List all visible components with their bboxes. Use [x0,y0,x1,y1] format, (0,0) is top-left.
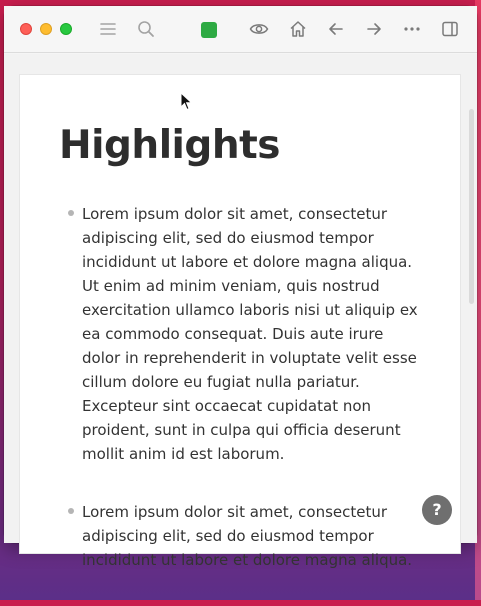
arrow-right-icon[interactable] [364,19,384,39]
app-window [4,6,477,569]
highlights-list [82,202,422,606]
home-icon[interactable] [288,19,308,39]
document-page [19,74,461,569]
vertical-scrollbar[interactable] [469,109,474,304]
eye-icon[interactable] [249,19,269,39]
close-window-button[interactable] [20,23,32,35]
more-icon[interactable] [402,19,422,39]
search-icon[interactable] [136,19,156,39]
minimize-window-button[interactable] [40,23,52,35]
toolbar [4,6,477,53]
list-item-text: Lorem ipsum dolor sit amet, consectetur adipiscing elit, sed do eiusmod tempor incididunt ut labore et dolore magna aliqua. [82,503,413,569]
mouse-cursor-icon [180,92,194,112]
help-button[interactable]: ? [422,495,452,525]
arrow-left-icon[interactable] [326,19,346,39]
sidebar-toggle-icon[interactable] [440,19,460,39]
sidebar-list-icon[interactable] [98,19,118,39]
list-item-text: Lorem ipsum dolor sit amet, consectetur adipiscing elit, sed do eiusmod tempor incididunt ut labore et dolore magna aliqua. Ut enim ad minim veniam, quis nostrud exercitation ullamco laboris nisi ut aliquip ex ea commodo consequat. Duis aute irure dolor in reprehenderit in voluptate velit esse cillum dolore eu fugiat nulla pariatur. Excepteur sint occaecat cupidatat non proident, sunt in culpa qui officia deserunt mollit anim id est laborum. [82,205,418,463]
green-square-icon[interactable] [201,22,217,38]
bullet-icon [68,210,74,216]
zoom-window-button[interactable] [60,23,72,35]
bullet-icon [68,508,74,514]
page-title: Highlights [59,123,280,168]
list-item [82,202,422,466]
list-item [82,500,422,572]
content-area[interactable] [4,54,477,569]
